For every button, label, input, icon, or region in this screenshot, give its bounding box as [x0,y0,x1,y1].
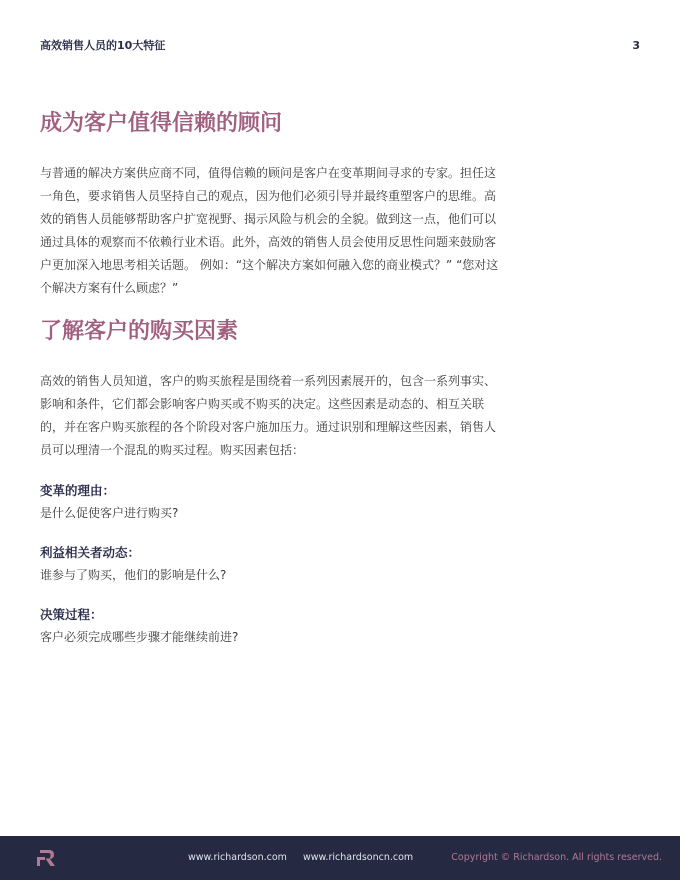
factor-item [40,604,502,648]
richardson-logo-icon [36,849,56,867]
factor-description: 谁参与了购买，他们的影响是什么? [40,568,227,582]
section-heading-buying-factors: 了解客户的购买因素 [40,319,239,344]
main-content [40,108,502,666]
footer-link-richardson[interactable]: www.richardson.com [188,852,287,863]
factor-title: 决策过程： [40,607,103,622]
section-heading-trusted-advisor: 成为客户值得信赖的顾问 [40,111,283,136]
factor-description: 是什么促使客户进行购买? [40,506,179,520]
footer-link-richardsoncn[interactable]: www.richardsoncn.com [303,852,414,863]
factor-description: 客户必须完成哪些步骤才能继续前进? [40,630,239,644]
page-footer [0,836,680,880]
factor-item [40,480,502,524]
page-number: 3 [632,38,640,52]
document-title: 高效销售人员的10大特征 [40,39,166,52]
factor-title: 利益相关者动态： [40,545,141,560]
section-body-buying-factors: 高效的销售人员知道，客户的购买旅程是围绕着一系列因素展开的，包含一系列事实、影响和条件，它们都会影响客户购买或不购买的决定。这些因素是动态的、相互关联的，并在客户购买旅程的各个阶段对客户施加压力。通过识别和理解这些因素，销售人员可以理清一个混乱的购买过程。购买因素包括： [40,374,497,457]
factor-item [40,542,502,586]
section-body-trusted-advisor: 与普通的解决方案供应商不同，值得信赖的顾问是客户在变革期间寻求的专家。担任这一角色，要求销售人员坚持自己的观点，因为他们必须引导并最终重塑客户的思维。高效的销售人员能够帮助客户扩宽视野、揭示风险与机会的全貌。做到这一点，他们可以通过具体的观察而不依赖行业术语。此外，高效的销售人员会使用反思性问题来鼓励客户更加深入地思考相关话题。 例如：“这个解决方案如何融入您的商业模式？” “您对这个解决方案有什么顾虑？” [40,166,499,295]
page-header [40,37,640,53]
footer-copyright: Copyright © Richardson. All rights reserved. [451,852,662,863]
factor-title: 变革的理由： [40,483,116,498]
